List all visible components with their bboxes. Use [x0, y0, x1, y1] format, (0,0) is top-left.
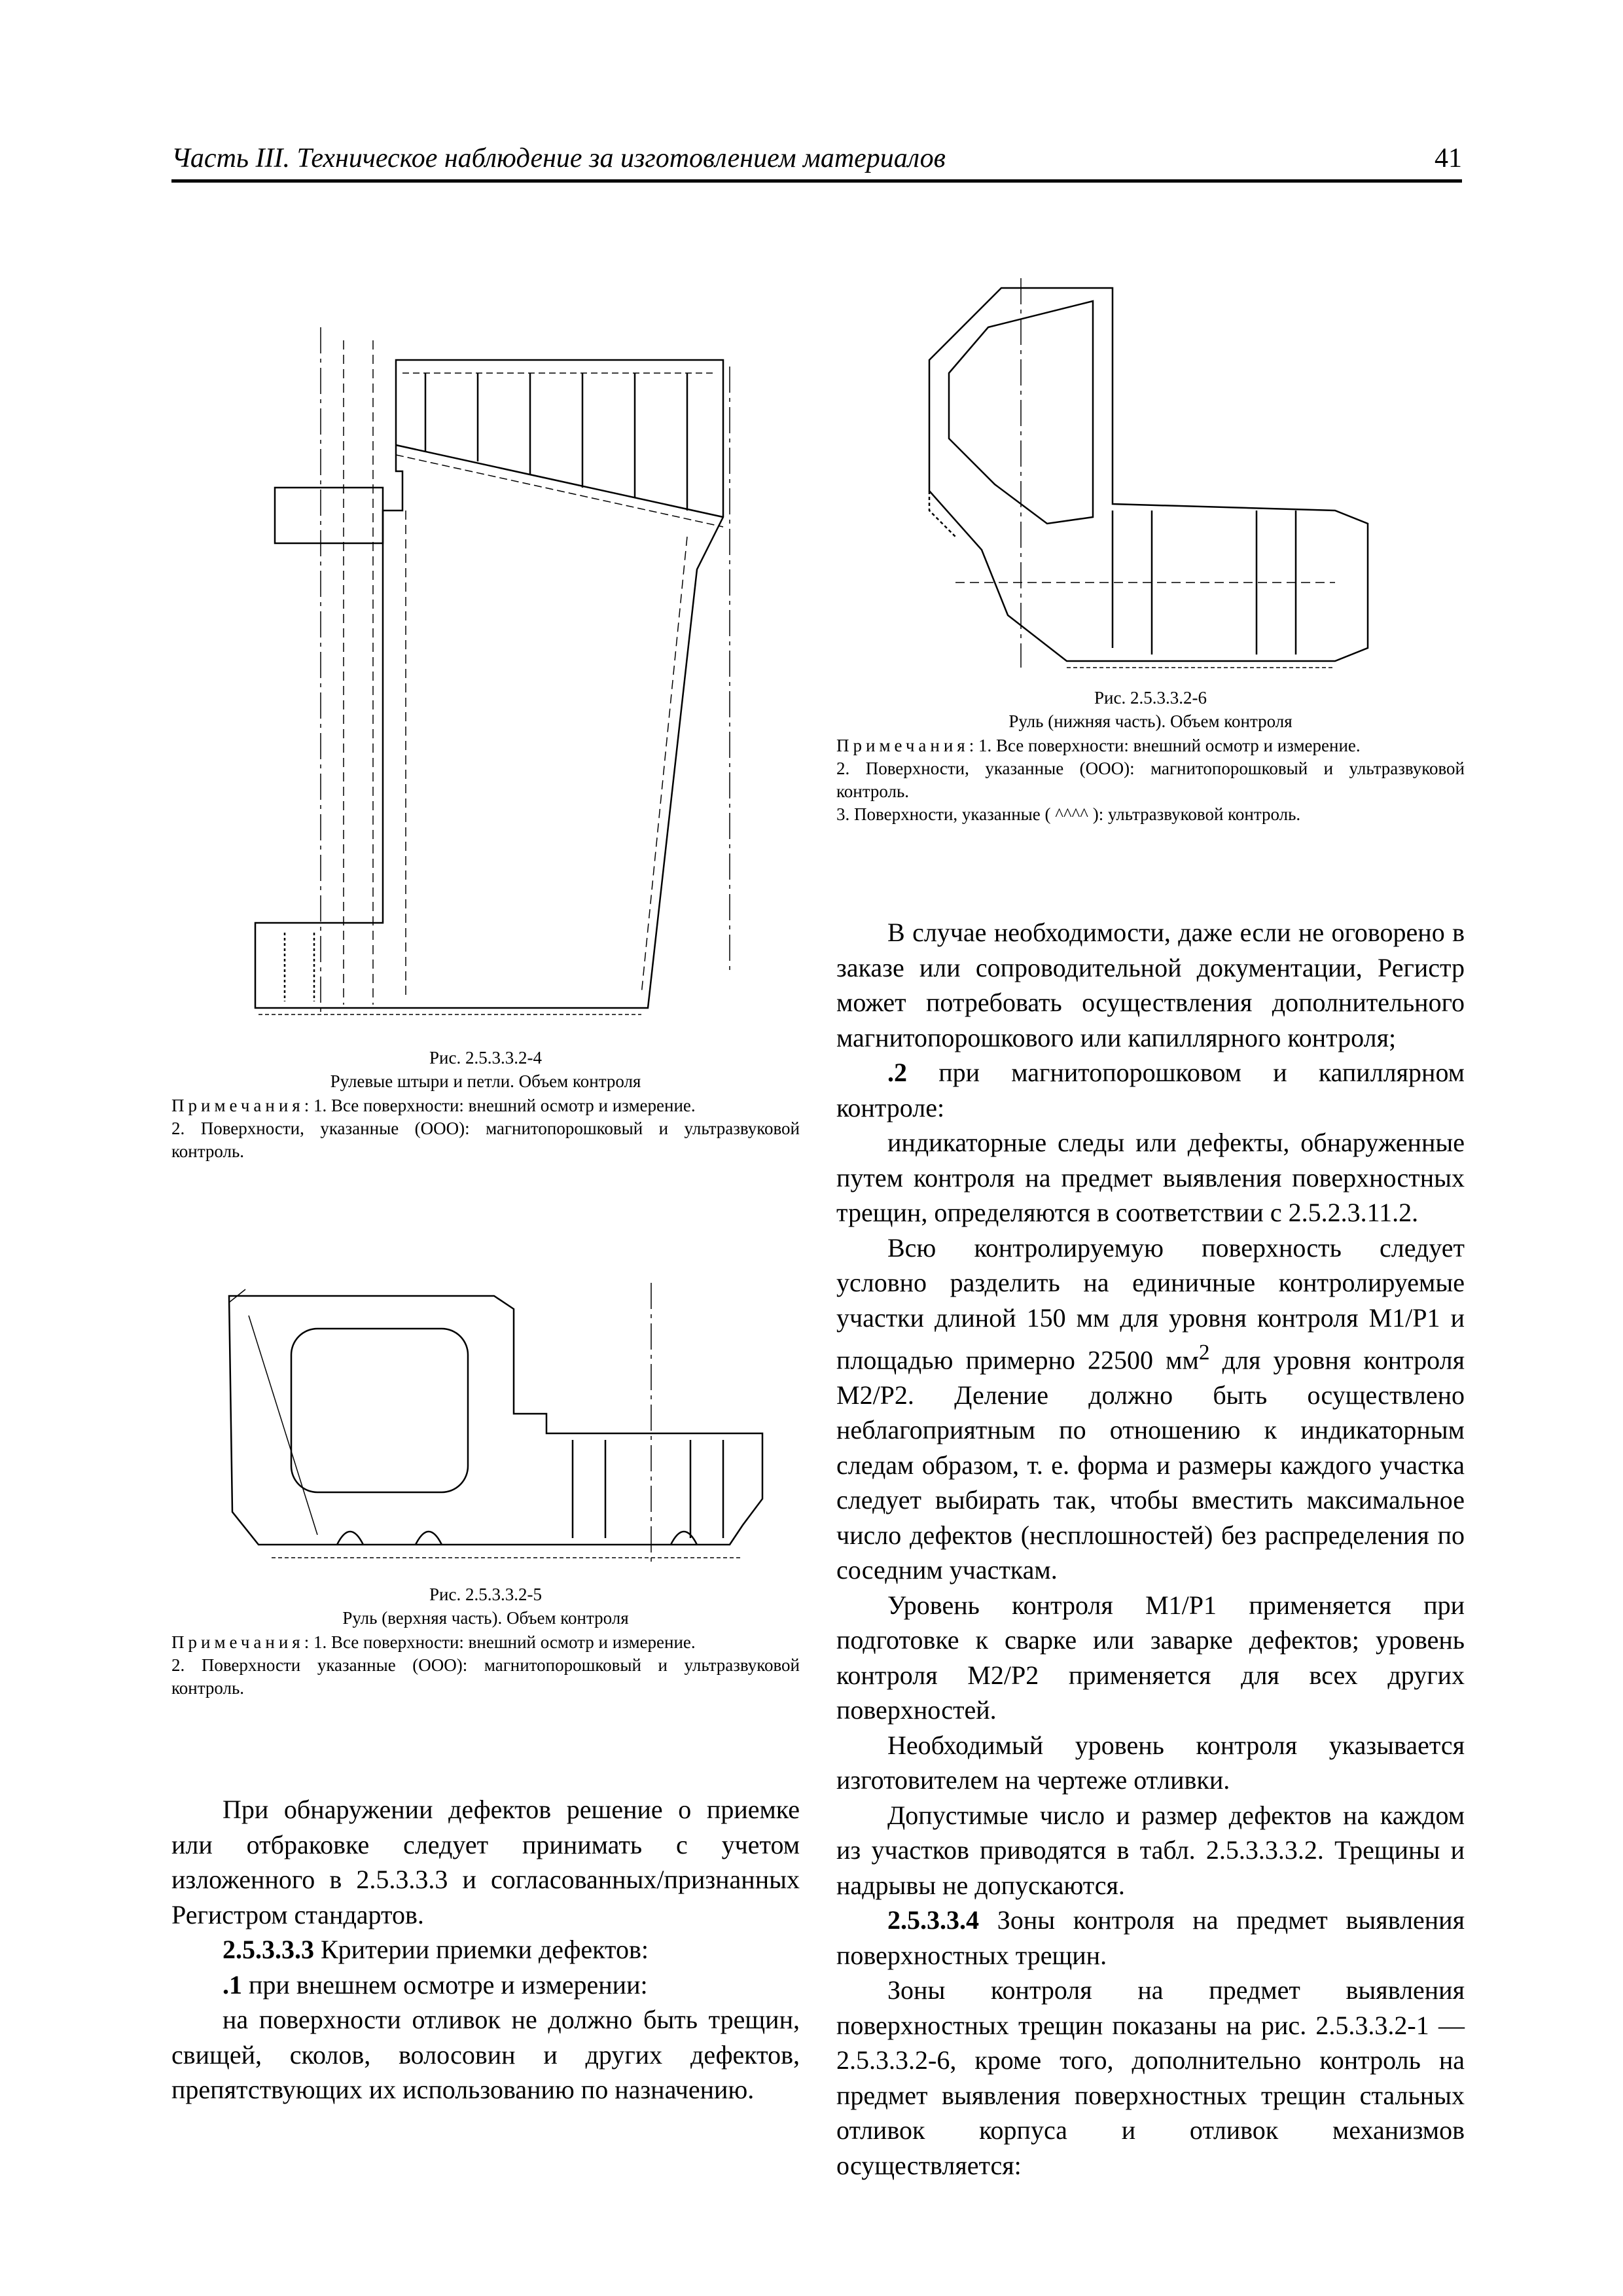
paragraph: Уровень контроля M1/P1 применяется при подготовке к сварке или заварке дефектов; уровень контроля M2/P2 применяется для всех других поверхностей. — [836, 1590, 1465, 1725]
section-number: 2.5.3.3.3 — [223, 1935, 314, 1964]
figure-4-number: Рис. 2.5.3.3.2-4 — [429, 1048, 542, 1067]
note-1: : 1. Все поверхности: внешний осмотр и измерение. — [304, 1096, 696, 1115]
paragraph: на поверхности отливок не должно быть трещин, свищей, сколов, волосовин и других дефектов, препятствующих их использованию по назначению. — [171, 2005, 800, 2104]
running-title: Часть III. Техническое наблюдение за изготовлением материалов — [171, 143, 946, 173]
paragraph: Зоны контроля на предмет выявления поверхностных трещин. — [836, 1905, 1465, 1970]
figure-6-number: Рис. 2.5.3.3.2-6 — [1094, 688, 1207, 708]
item-number: .1 — [223, 1969, 242, 2000]
note-2: 2. Поверхности, указанные (OOO): магнитопорошковый и ультразвуковой контроль. — [836, 759, 1465, 801]
note-1: : 1. Все поверхности: внешний осмотр и измерение. — [304, 1632, 696, 1652]
paragraph: Зоны контроля на предмет выявления поверхностных трещин показаны на рис. 2.5.3.3.2-1 — 2.5.3.3.2-6, кроме того, дополнительно контроль на предмет выявления поверхностных трещин стальных отливок корпуса и отливок механизмов осуществляется: — [836, 1975, 1465, 2180]
figure-6-caption — [836, 686, 1465, 733]
note-1: : 1. Все поверхности: внешний осмотр и измерение. — [969, 736, 1361, 755]
paragraph: В случае необходимости, даже если не оговорено в заказе или сопроводительной документации, Регистр может потребовать осуществления дополнительного магнитопорошкового или капиллярного контроля; — [836, 918, 1465, 1052]
rudder-lower-part-drawing-icon — [916, 275, 1387, 674]
figure-4-notes — [171, 1094, 800, 1163]
note-3: 3. Поверхности, указанные ( ^^^^ ): ультразвуковой контроль. — [836, 804, 1301, 824]
paragraph: при внешнем осмотре и измерении: — [242, 1969, 648, 2000]
notes-label: Примечания — [171, 1096, 304, 1115]
paragraph: для уровня контроля M2/P2. Деление должно быть осуществлено неблагоприятным по отношению к индикаторным следам образом, т. е. форма и размеры каждого участка следует выбирать так, чтобы вместить максимальное число дефектов (несплошностей) без распределения по соседним участкам. — [836, 1345, 1465, 1585]
paragraph: при магнитопорошковом и капиллярном контроле: — [836, 1058, 1465, 1122]
figure-5-caption — [171, 1583, 800, 1630]
notes-label: Примечания — [836, 736, 969, 755]
figure-4-title: Рулевые штыри и петли. Объем контроля — [330, 1071, 641, 1091]
paragraph: Критерии приемки дефектов: — [314, 1935, 649, 1964]
left-column-text — [171, 1792, 800, 2108]
section-number: 2.5.3.3.4 — [887, 1905, 979, 1935]
page-number: 41 — [1435, 143, 1462, 173]
paragraph: Необходимый уровень контроля указывается изготовителем на чертеже отливки. — [836, 1730, 1465, 1795]
right-column-text — [836, 915, 1465, 2183]
item-number: .2 — [887, 1058, 907, 1087]
paragraph: При обнаружении дефектов решение о приемке или отбраковке следует принимать с учетом изложенного в 2.5.3.3.3 и согласованных/признанных Регистром стандартов. — [171, 1795, 800, 1929]
figure-4-caption — [171, 1046, 800, 1093]
paragraph: Всю контролируемую поверхность следует условно разделить на единичные контролируемые участки длиной 150 мм для уровня контроля M1/P1 и площадью примерно 22500 мм — [836, 1232, 1465, 1375]
figure-6-notes — [836, 734, 1465, 826]
page-header — [171, 139, 1462, 183]
rudder-pintles-drawing-icon — [236, 321, 798, 1028]
rudder-upper-part-drawing-icon — [219, 1276, 795, 1571]
paragraph: индикаторные следы или дефекты, обнаруженные путем контроля на предмет выявления поверхностных трещин, определяются в соответствии с 2.5.2.3.11.2. — [836, 1128, 1465, 1227]
note-2: 2. Поверхности, указанные (OOO): магнитопорошковый и ультразвуковой контроль. — [171, 1119, 800, 1161]
figure-6-title: Руль (нижняя часть). Объем контроля — [1008, 711, 1293, 731]
superscript: 2 — [1198, 1340, 1210, 1365]
figure-5-number: Рис. 2.5.3.3.2-5 — [429, 1585, 542, 1604]
paragraph: Допустимые число и размер дефектов на каждом из участков приводятся в табл. 2.5.3.3.3.2. Трещины и надрывы не допускаются. — [836, 1800, 1465, 1900]
note-2: 2. Поверхности указанные (OOO): магнитопорошковый и ультразвуковой контроль. — [171, 1655, 800, 1698]
figure-5-notes — [171, 1631, 800, 1700]
figure-5-title: Руль (верхняя часть). Объем контроля — [342, 1608, 629, 1628]
notes-label: Примечания — [171, 1632, 304, 1652]
